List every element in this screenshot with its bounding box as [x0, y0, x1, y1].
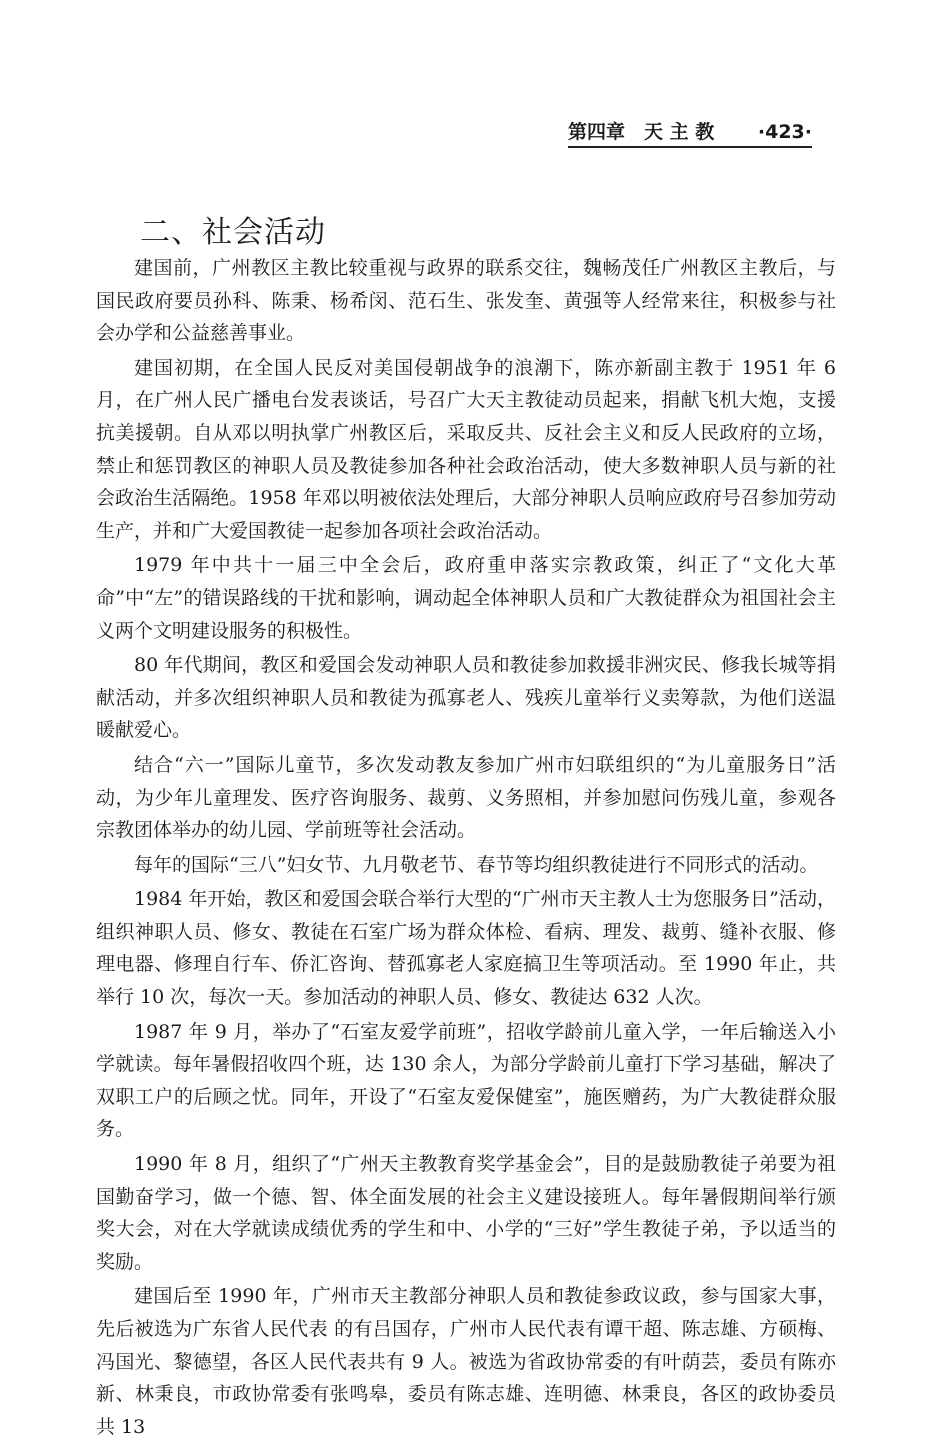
running-header	[568, 120, 812, 148]
page-number: ·423·	[757, 121, 812, 143]
paragraph-political-participation: 建国后至 1990 年，广州市天主教部分神职人员和教徒参政议政，参与国家大事，先后被选为广东省人民代表 的有吕国存，广州市人民代表有谭干超、陈志雄、方硕梅、冯国光、黎德望，各区人民代表共有 9 人。被选为省政协常委的有叶荫芸，委员有陈亦新、林秉良，市政协常委有张鸣皋，委员有陈志雄、连明德、林秉良，各区的政协委员共 13	[96, 1285, 836, 1438]
paragraph-festivals: 每年的国际“三八”妇女节、九月敬老节、春节等均组织教徒进行不同形式的活动。	[134, 853, 819, 876]
paragraph-1984: 1984 年开始，教区和爱国会联合举行大型的“广州市天主教人士为您服务日”活动，组织神职人员、修女、教徒在石室广场为群众体检、看病、理发、裁剪、缝补衣服、修理电器、修理自行车、侨汇咨询、替孤寡老人家庭搞卫生等项活动。至 1990 年止，共举行 10 次，每次一天。参加活动的神职人员、修女、教徒达 632 人次。	[96, 888, 836, 1009]
paragraph-early-prc: 建国初期，在全国人民反对美国侵朝战争的浪潮下，陈亦新副主教于 1951 年 6 月，在广州人民广播电台发表谈话，号召广大天主教徒动员起来，捐献飞机大炮，支援抗美援朝。自从邓以明执掌广州教区后，采取反共、反社会主义和反人民政府的立场，禁止和惩罚教区的神职人员及教徒参加各种社会政治活动，使大多数神职人员与新的社会政治生活隔绝。1958 年邓以明被依法处理后，大部分神职人员响应政府号召参加劳动生产，并和广大爱国教徒一起参加各项社会政治活动。	[96, 356, 836, 542]
body-text	[96, 252, 836, 1445]
paragraph-1987: 1987 年 9 月，举办了“石室友爱学前班”，招收学龄前儿童入学，一年后输送入小学就读。每年暑假招收四个班，达 130 余人，为部分学龄前儿童打下学习基础，解决了双职工户的后顾之忧。同年，开设了“石室友爱保健室”，施医赠药，为广大教徒群众服务。	[96, 1020, 836, 1141]
paragraph-childrens-day: 结合“六一”国际儿童节，多次发动教友参加广州市妇联组织的“为儿童服务日”活动，为少年儿童理发、医疗咨询服务、裁剪、义务照相，并参加慰问伤残儿童，参观各宗教团体举办的幼儿园、学前班等社会活动。	[96, 753, 836, 842]
paragraph-1990: 1990 年 8 月，组织了“广州天主教教育奖学基金会”，目的是鼓励教徒子弟要为祖国勤奋学习，做一个德、智、体全面发展的社会主义建设接班人。每年暑假期间举行颁奖大会，对在大学就读成绩优秀的学生和中、小学的“三好”学生教徒子弟，予以适当的奖励。	[96, 1153, 836, 1273]
paragraph-1979: 1979 年中共十一届三中全会后，政府重申落实宗教政策，纠正了“文化大革命”中“左”的错误路线的干扰和影响，调动起全体神职人员和广大教徒群众为祖国社会主义两个文明建设服务的积极性。	[96, 554, 836, 642]
paragraph-pre-1949: 建国前，广州教区主教比较重视与政界的联系交往，魏畅茂任广州教区主教后，与国民政府要员孙科、陈秉、杨希闵、范石生、张发奎、黄强等人经常来往，积极参与社会办学和公益慈善事业。	[96, 257, 836, 345]
paragraph-80s: 80 年代期间，教区和爱国会发动神职人员和教徒参加救援非洲灾民、修我长城等捐献活动，并多次组织神职人员和教徒为孤寡老人、残疾儿童举行义卖筹款，为他们送温暖献爱心。	[96, 654, 836, 742]
chapter-title: 第四章 天 主 教	[568, 121, 715, 143]
section-title: 二、社会活动	[140, 214, 326, 250]
